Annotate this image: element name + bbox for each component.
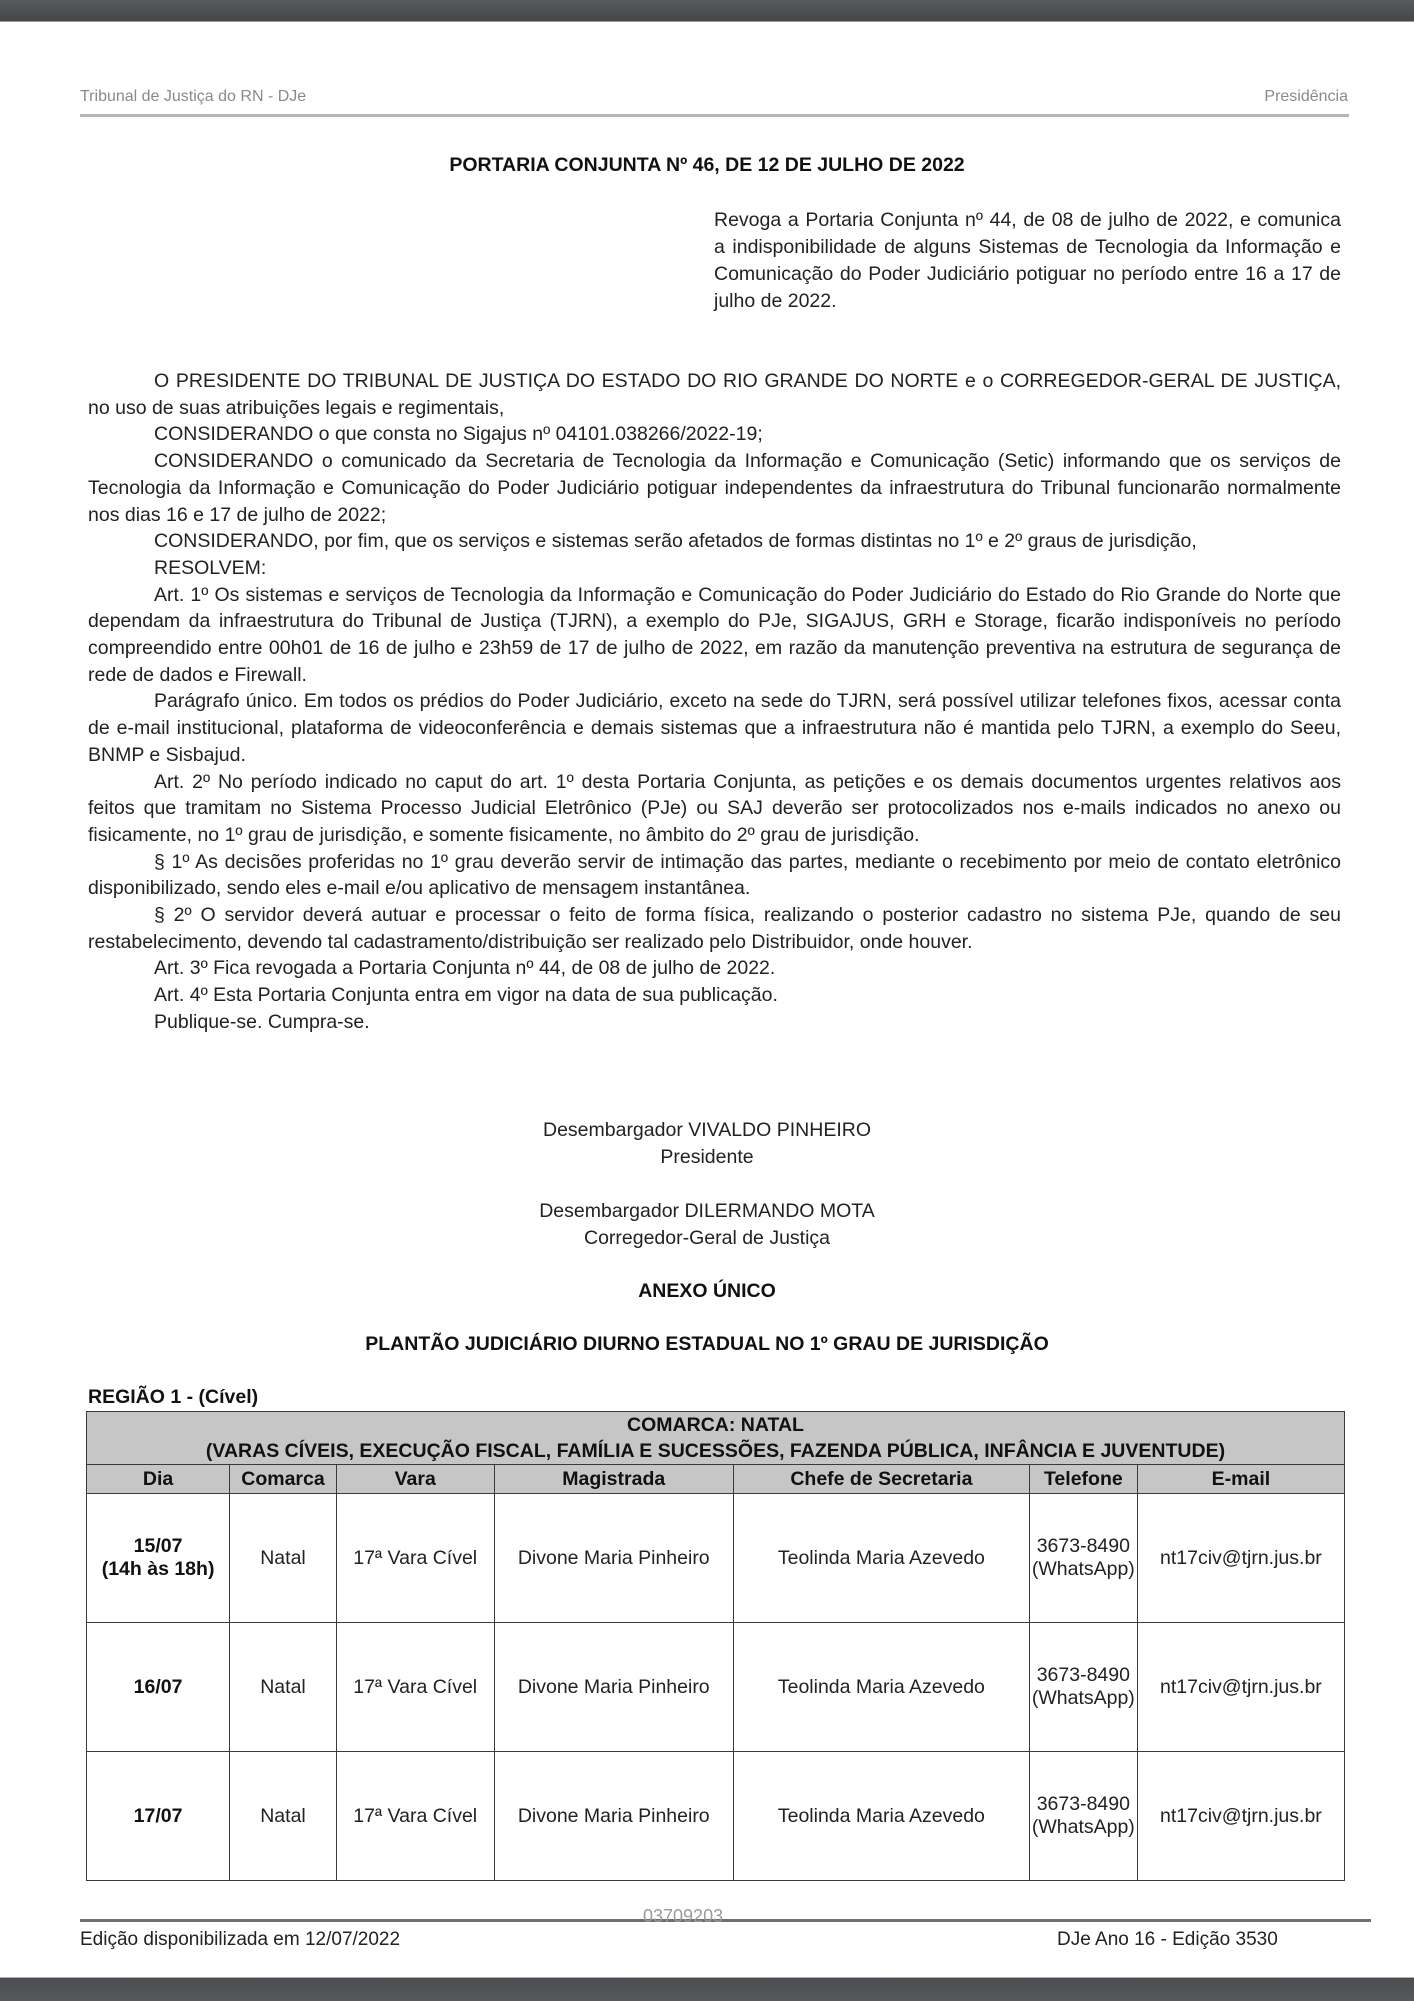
signatory-name: Desembargador VIVALDO PINHEIRO: [542, 1119, 871, 1141]
signature-block-corregedor: [0, 1198, 1414, 1251]
phone-note: (WhatsApp): [1031, 1816, 1135, 1838]
cell-comarca: Natal: [230, 1752, 337, 1881]
document-title: PORTARIA CONJUNTA Nº 46, DE 12 DE JULHO DE 2022: [449, 154, 965, 176]
dia-date: 15/07: [133, 1535, 183, 1557]
cell-chefe: Teolinda Maria Azevedo: [733, 1752, 1029, 1881]
paragraph: O PRESIDENTE DO TRIBUNAL DE JUSTIÇA DO ESTADO DO RIO GRANDE DO NORTE e o CORREGEDOR-GERAL DE JUSTIÇA, no uso de suas atribuições legais e regimentais,: [88, 370, 1341, 419]
column-header-row: [87, 1465, 1345, 1494]
dia-date: 16/07: [133, 1675, 183, 1698]
cell-telefone: [1029, 1623, 1137, 1752]
running-header-right: Presidência: [1264, 88, 1348, 105]
annex-subtitle: PLANTÃO JUDICIÁRIO DIURNO ESTADUAL NO 1º GRAU DE JURISDIÇÃO: [365, 1333, 1049, 1355]
comarca-header: [87, 1412, 1345, 1465]
footer-divider: [80, 1919, 1371, 1922]
document-body: [88, 368, 1341, 1036]
footer-edition-number: DJe Ano 16 - Edição 3530: [1057, 1929, 1278, 1950]
cell-vara: 17ª Vara Cível: [336, 1623, 494, 1752]
paragraph: RESOLVEM:: [154, 556, 267, 579]
cell-dia: [87, 1752, 230, 1881]
paragraph: Publique-se. Cumpra-se.: [154, 1010, 370, 1033]
paragraph: Art. 4º Esta Portaria Conjunta entra em vigor na data de sua publicação.: [154, 984, 778, 1007]
signatory-name: Desembargador DILERMANDO MOTA: [539, 1200, 875, 1222]
region-label: REGIÃO 1 - (Cível): [88, 1386, 259, 1408]
cell-magistrada: Divone Maria Pinheiro: [494, 1623, 733, 1752]
paragraph: § 1º As decisões proferidas no 1º grau deverão servir de intimação das partes, mediante o recebimento por meio de contato eletrônico disponibilizado, sendo eles e-mail e/ou aplicativo de mensagem instantânea.: [88, 850, 1341, 900]
paragraph: Parágrafo único. Em todos os prédios do Poder Judiciário, exceto na sede do TJRN, será possível utilizar telefones fixos, acessar conta de e-mail institucional, plataforma de videoconferência e demais sistemas que a infraestrutura não é mantida pelo TJRN, a exemplo do Seeu, BNMP e Sisbajud.: [88, 690, 1341, 766]
table-row: [87, 1752, 1345, 1881]
cell-vara: 17ª Vara Cível: [336, 1494, 494, 1623]
comarca-scope: (VARAS CÍVEIS, EXECUÇÃO FISCAL, FAMÍLIA E SUCESSÕES, FAZENDA PÚBLICA, INFÂNCIA E JUVENTUDE): [205, 1440, 1226, 1462]
phone-note: (WhatsApp): [1031, 1687, 1135, 1709]
phone-number: 3673-8490: [1036, 1664, 1130, 1686]
column-header-chefe: Chefe de Secretaria: [733, 1465, 1029, 1494]
cell-email: nt17civ@tjrn.jus.br: [1137, 1752, 1344, 1881]
comarca-name: COMARCA: NATAL: [627, 1414, 804, 1436]
paragraph: Art. 3º Fica revogada a Portaria Conjunta nº 44, de 08 de julho de 2022.: [154, 957, 776, 980]
comarca-header-row: [87, 1412, 1345, 1465]
column-header-comarca: Comarca: [230, 1465, 337, 1494]
column-header-magistrada: Magistrada: [494, 1465, 733, 1494]
cell-telefone: [1029, 1752, 1137, 1881]
viewer-bottom-toolbar: [0, 1977, 1414, 2001]
cell-dia: [87, 1623, 230, 1752]
table-row: [87, 1494, 1345, 1623]
cell-email: nt17civ@tjrn.jus.br: [1137, 1623, 1344, 1752]
paragraph: Art. 2º No período indicado no caput do art. 1º desta Portaria Conjunta, as petições e os demais documentos urgentes relativos aos feitos que tramitam no Sistema Processo Judicial Eletrônico (PJe) ou SAJ deverão ser protocolizados nos e-mails indicados no anexo ou fisicamente, no 1º grau de jurisdição, e somente fisicamente, no âmbito do 2º grau de jurisdição.: [88, 770, 1341, 846]
paragraph: CONSIDERANDO o comunicado da Secretaria de Tecnologia da Informação e Comunicação (Setic) informando que os serviços de Tecnologia da Informação e Comunicação do Poder Judiciário potiguar independentes da infraestrutura do Tribunal funcionarão normalmente nos dias 16 e 17 de julho de 2022;: [88, 450, 1341, 526]
cell-chefe: Teolinda Maria Azevedo: [733, 1494, 1029, 1623]
signature-block-president: [0, 1117, 1414, 1170]
footer-document-code: 03709203: [643, 1906, 724, 1926]
paragraph: Art. 1º Os sistemas e serviços de Tecnologia da Informação e Comunicação do Poder Judiciário do Estado do Rio Grande do Norte que dependam da infraestrutura do Tribunal de Justiça (TJRN), a exemplo do PJe, SIGAJUS, GRH e Storage, ficarão indisponíveis no período compreendido entre 00h01 de 16 de julho e 23h59 de 17 de julho de 2022, em razão da manutenção preventiva na estrutura de segurança de rede de dados e Firewall.: [88, 583, 1341, 686]
ementa: Revoga a Portaria Conjunta nº 44, de 08 de julho de 2022, e comunica a indisponibilidade de alguns Sistemas de Tecnologia da Informação e Comunicação do Poder Judiciário potiguar no período entre 16 a 17 de julho de 2022.: [714, 209, 1341, 312]
phone-number: 3673-8490: [1036, 1535, 1130, 1557]
footer-edition-date: Edição disponibilizada em 12/07/2022: [80, 1929, 401, 1950]
paragraph: § 2º O servidor deverá autuar e processar o feito de forma física, realizando o posterior cadastro no sistema PJe, quando de seu restabelecimento, devendo tal cadastramento/distribuição ser realizado pelo Distribuidor, onde houver.: [88, 904, 1341, 953]
column-header-dia: Dia: [87, 1465, 230, 1494]
phone-number: 3673-8490: [1036, 1793, 1130, 1815]
cell-comarca: Natal: [230, 1494, 337, 1623]
column-header-email: E-mail: [1137, 1465, 1344, 1494]
phone-note: (WhatsApp): [1031, 1558, 1135, 1580]
signatory-role: Corregedor-Geral de Justiça: [583, 1226, 831, 1249]
cell-telefone: [1029, 1494, 1137, 1623]
column-header-telefone: Telefone: [1029, 1465, 1137, 1494]
table-row: [87, 1623, 1345, 1752]
cell-magistrada: Divone Maria Pinheiro: [494, 1752, 733, 1881]
cell-comarca: Natal: [230, 1623, 337, 1752]
paragraph: CONSIDERANDO, por fim, que os serviços e sistemas serão afetados de formas distintas no 1º e 2º graus de jurisdição,: [154, 530, 1197, 553]
signatory-role: Presidente: [660, 1145, 754, 1168]
viewer-top-toolbar: [0, 0, 1414, 22]
running-header-left: Tribunal de Justiça do RN - DJe: [80, 88, 307, 105]
dia-date: 17/07: [133, 1804, 183, 1827]
annex-title: ANEXO ÚNICO: [638, 1280, 776, 1302]
plantao-table: [86, 1411, 1345, 1881]
column-header-vara: Vara: [336, 1465, 494, 1494]
cell-chefe: Teolinda Maria Azevedo: [733, 1623, 1029, 1752]
cell-magistrada: Divone Maria Pinheiro: [494, 1494, 733, 1623]
cell-email: nt17civ@tjrn.jus.br: [1137, 1494, 1344, 1623]
paragraph: CONSIDERANDO o que consta no Sigajus nº 04101.038266/2022-19;: [154, 423, 763, 446]
dia-hours: (14h às 18h): [101, 1558, 215, 1580]
header-divider: [80, 114, 1349, 117]
cell-vara: 17ª Vara Cível: [336, 1752, 494, 1881]
cell-dia: [87, 1494, 230, 1623]
